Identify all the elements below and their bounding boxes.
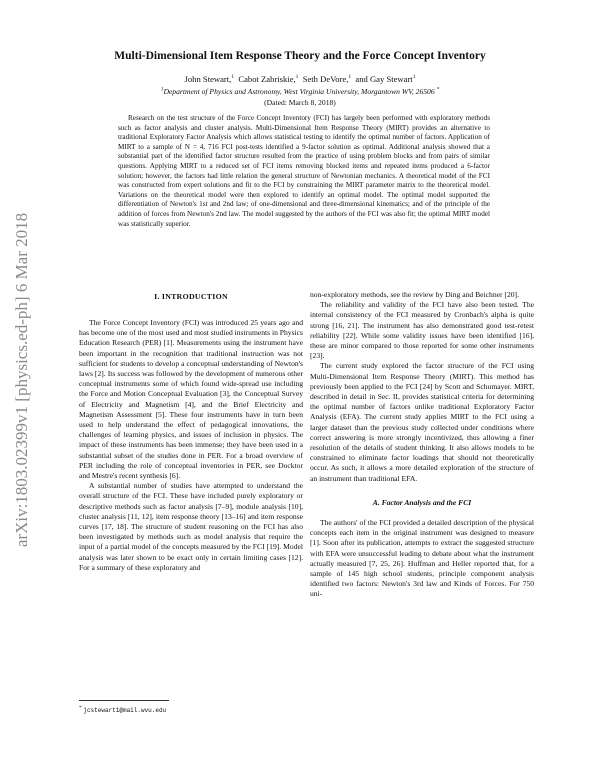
footnote-email: jcstewart1@mail.wvu.edu (83, 707, 167, 714)
corresponding-mark: * (436, 86, 440, 93)
body-paragraph: The reliability and validity of the FCI have also been tested. The internal consistency of the FCI measured by Cronbach's alpha is quite strong [16, 21]. The instrument has also demonstrated good test-retest reliability [22]. While some validity issues have been identified [16], these are minor compared to those reported for some other instruments [23]. (310, 300, 534, 361)
affiliation-text: Department of Physics and Astronomy, West Virginia University, Morgantown WV, 26506 (163, 87, 435, 96)
footnote-mark: * (79, 704, 82, 711)
subsection-heading: A. Factor Analysis and the FCI (372, 497, 472, 507)
body-paragraph: non-exploratory methods, see the review by Ding and Beichner [20]. (310, 290, 519, 299)
author-affil-mark: 1 (295, 74, 299, 81)
arxiv-stamp-text: arXiv:1803.02399v1 [physics.ed-ph] 6 Mar 2018 (12, 212, 31, 548)
author-name: Seth DeVore, (302, 74, 349, 84)
date-line: (Dated: March 8, 2018) (264, 98, 336, 107)
body-paragraph: A substantial number of studies have attempted to understand the overall structure of the FCI. These have included purely exploratory or descriptive methods such as factor analysis [7–9], module analysis [10], cluster analysis [11, 12], item response theory [13–16] and item response curves [17, 18]. The structure of student reasoning on the FCI has also been investigated by methods such as model analysis that require the input of a partial model of the concepts measured by the FCI [19]. Model analysis was later shown to be exact only in certain limiting cases [12]. For a summary of these exploratory and (79, 481, 303, 572)
paper-title: Multi-Dimensional Item Response Theory and the Force Concept Inventory (114, 50, 486, 62)
author-name: John Stewart, (184, 74, 232, 84)
author-list (60, 74, 540, 84)
body-paragraph: The current study explored the factor structure of the FCI using Multi-Dimensional Item Response Theory (MIRT). This method has previously been applied to the FCI [24] by Scott and Schumayer. MIRT, described in detail in Sec. II, provides statistical criteria for determining the optimal number of factors unlike traditional Exploratory Factor Analysis (EFA). The current study applies MIRT to the FCI using a larger dataset than the previous study collected under conditions where correct answering is more strongly incentivized, thus allowing a finer resolution of the details of student thinking. It also allows models to be constrained to eliminate factor loadings that should not theoretically occur. As such, it allows a more detailed exploration of the structure of an instrument than traditional EFA. (310, 361, 534, 483)
author-affil-mark: 1 (231, 74, 235, 81)
body-paragraph: The authors' of the FCI provided a detailed description of the physical concepts each item in the original instrument was designed to measure [1]. Soon after its publication, attempts to extract the suggested structure with EFA were unsuccessful leading to debate about what the instrument actually measured [7, 25, 26]. Huffman and Heller reported that, for a sample of 145 high school students, principle component analysis identified two factors: Newton's 3rd law and Kinds of Forces. For 750 uni- (310, 518, 534, 599)
affiliation (60, 87, 540, 96)
right-column (310, 290, 534, 600)
arxiv-stamp (8, 170, 36, 590)
abstract: Research on the test structure of the Force Concept Inventory (FCI) has largely been performed with exploratory methods such as factor analysis and cluster analysis. Multi-Dimensional Item Response Theory (MIRT) provides an alternative to traditional Exploratory Factor Analysis which allows statistical testing to identify the optimal number of factors. Application of MIRT to a sample of N = 4, 716 FCI post-tests identified a 9-factor solution as optimal. Additional analysis showed that a substantial part of the identified factor structure resulted from the practice of using problem blocks and from pairs of similar questions. Applying MIRT to a reduced set of FCI items removing blocked items and repeated items produced a 6-factor solution; however, the factors had little relation the general structure of Newtonian mechanics. A theoretical model of the FCI was constructed from expert solutions and fit to the FCI by constraining the MIRT parameter matrix to the theoretical model. Variations on the theoretical model were then explored to identify an optimal model. The optimal model supported the differentiation of Newton's 1st and 2nd law; of one-dimensional and three-dimensional kinematics; and of the principle of the addition of forces from Newton's 2nd law. The model suggested by the authors of the FCI was also fit; the optimal MIRT model was statistically superior. (118, 114, 490, 228)
footnote (79, 704, 303, 714)
body-paragraph: The Force Concept Inventory (FCI) was introduced 25 years ago and has become one of the most used and most studied instruments in Physics Education Research (PER) [1]. Measurements using the instrument have been important in the recognition that traditional instruction was not sufficient for students to develop a conceptual understanding of Newton's laws [2]. Its success was followed by the development of numerous other conceptual instruments some of which found wide-spread use including the Force and Motion Conceptual Evaluation [3], the Conceptual Survey of Electricity and Magnetism [4], and the Brief Electricity and Magnetism Assessment [5]. These four instruments have in turn been used to help understand the effect of pedagogical innovations, the challenges of learning physics, and issues of inclusion in physics. The impact of these instruments has been immense; they have been used in a substantial subset of the studies done in PER. For a broad overview of PER including the role of conceptual inventories in PER, see Docktor and Mestre's recent synthesis [6]. (79, 318, 303, 481)
affiliation-mark: 1 (160, 86, 164, 93)
footnote-rule (79, 700, 169, 701)
author-name: and Gay Stewart (355, 74, 413, 84)
author-name: Cabot Zabriskie, (238, 74, 296, 84)
left-column (79, 318, 303, 573)
author-affil-mark: 1 (412, 74, 416, 81)
author-affil-mark: 1 (348, 74, 352, 81)
section-heading-introduction: I. INTRODUCTION (154, 292, 228, 301)
